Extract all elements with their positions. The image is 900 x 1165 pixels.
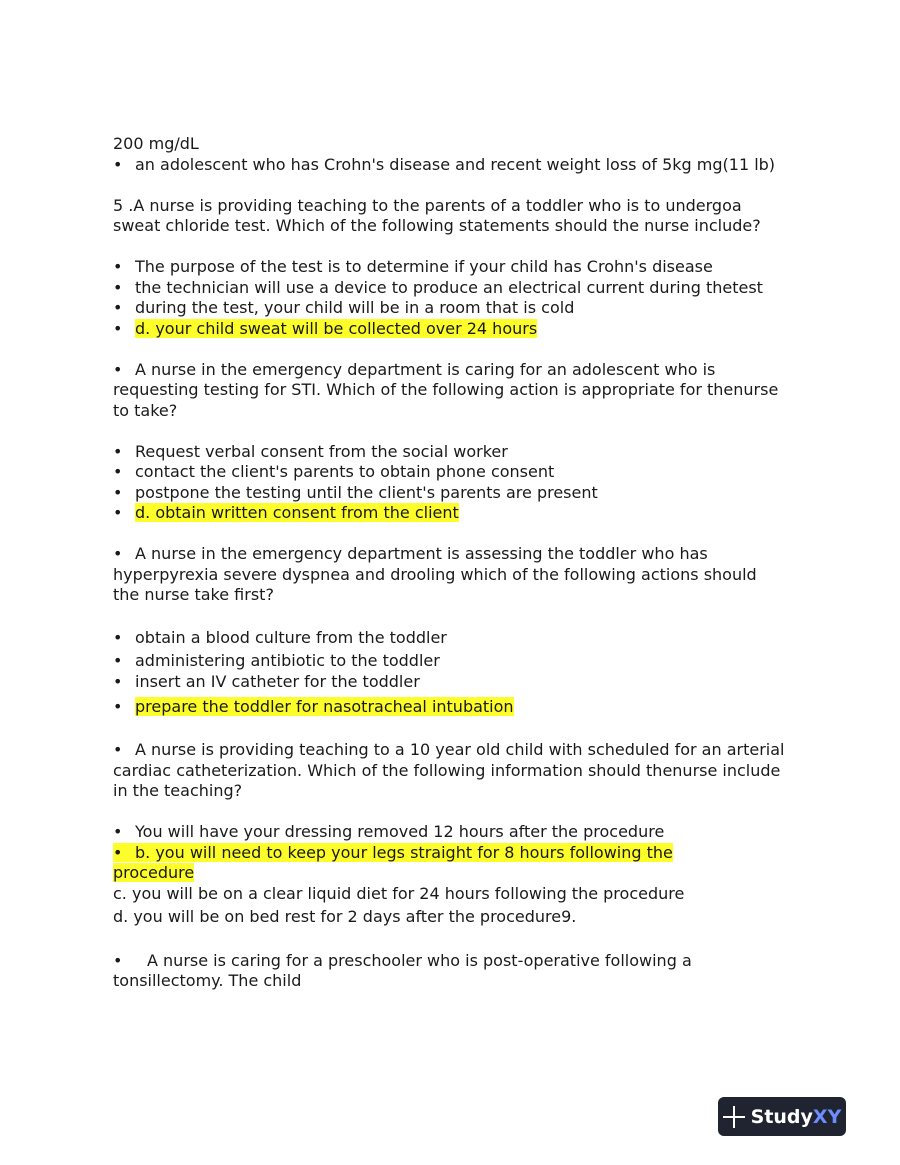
text-line: 200 mg/dL (113, 134, 199, 153)
option-item: • during the test, your child will be in a room that is cold (113, 298, 575, 317)
question-text: requesting testing for STI. Which of the following action is appropriate for thenurse (113, 380, 779, 399)
option-item: • You will have your dressing removed 12 hours after the procedure (113, 822, 665, 841)
option-item: • postpone the testing until the client's parents are present (113, 482, 598, 502)
option-item: • obtain a blood culture from the toddler (113, 628, 447, 647)
option-item: • The purpose of the test is to determine if your child has Crohn's disease (113, 257, 713, 276)
answer-option-highlighted: • d. your child sweat will be collected over 24 hours (113, 318, 538, 338)
answer-option-highlighted: • d. obtain written consent from the client (113, 503, 459, 522)
document-page (113, 134, 813, 992)
option-item: • administering antibiotic to the toddler (113, 651, 440, 670)
question-text: • A nurse is caring for a preschooler who is post-operative following a (113, 950, 692, 970)
question-text: in the teaching? (113, 781, 243, 800)
option-item: • Request verbal consent from the social worker (113, 441, 508, 461)
question-text: • A nurse in the emergency department is caring for an adolescent who is (113, 359, 716, 379)
option-item: • the technician will use a device to produce an electrical current during thetest (113, 277, 763, 297)
option-item: c. you will be on a clear liquid diet for 24 hours following the procedure (113, 883, 685, 903)
bullet-item: • an adolescent who has Crohn's disease and recent weight loss of 5kg mg(11 lb) (113, 154, 776, 174)
option-item: • insert an IV catheter for the toddler (113, 672, 420, 691)
answer-option-highlighted-cont: procedure (113, 863, 195, 882)
question-text: the nurse take first? (113, 585, 274, 604)
question-text: tonsillectomy. The child (113, 971, 302, 990)
plus-icon (723, 1106, 745, 1128)
question-text: cardiac catheterization. Which of the following information should thenurse include (113, 760, 781, 780)
question-text: • A nurse is providing teaching to a 10 year old child with scheduled for an arterial (113, 740, 785, 759)
option-item: • contact the client's parents to obtain phone consent (113, 462, 555, 481)
question-text: sweat chloride test. Which of the following statements should the nurse include? (113, 216, 761, 235)
option-item: d. you will be on bed rest for 2 days after the procedure9. (113, 907, 577, 926)
studyxy-logo (718, 1097, 846, 1136)
logo-text: StudyXY (750, 1105, 842, 1128)
question-text: to take? (113, 400, 178, 420)
question-text: • A nurse in the emergency department is assessing the toddler who has (113, 544, 708, 563)
question-text: 5 .A nurse is providing teaching to the parents of a toddler who is to undergoa (113, 195, 742, 215)
answer-option-highlighted: • b. you will need to keep your legs straight for 8 hours following the (113, 842, 673, 862)
question-text: hyperpyrexia severe dyspnea and drooling which of the following actions should (113, 564, 757, 584)
answer-option-highlighted: • prepare the toddler for nasotracheal intubation (113, 696, 514, 716)
